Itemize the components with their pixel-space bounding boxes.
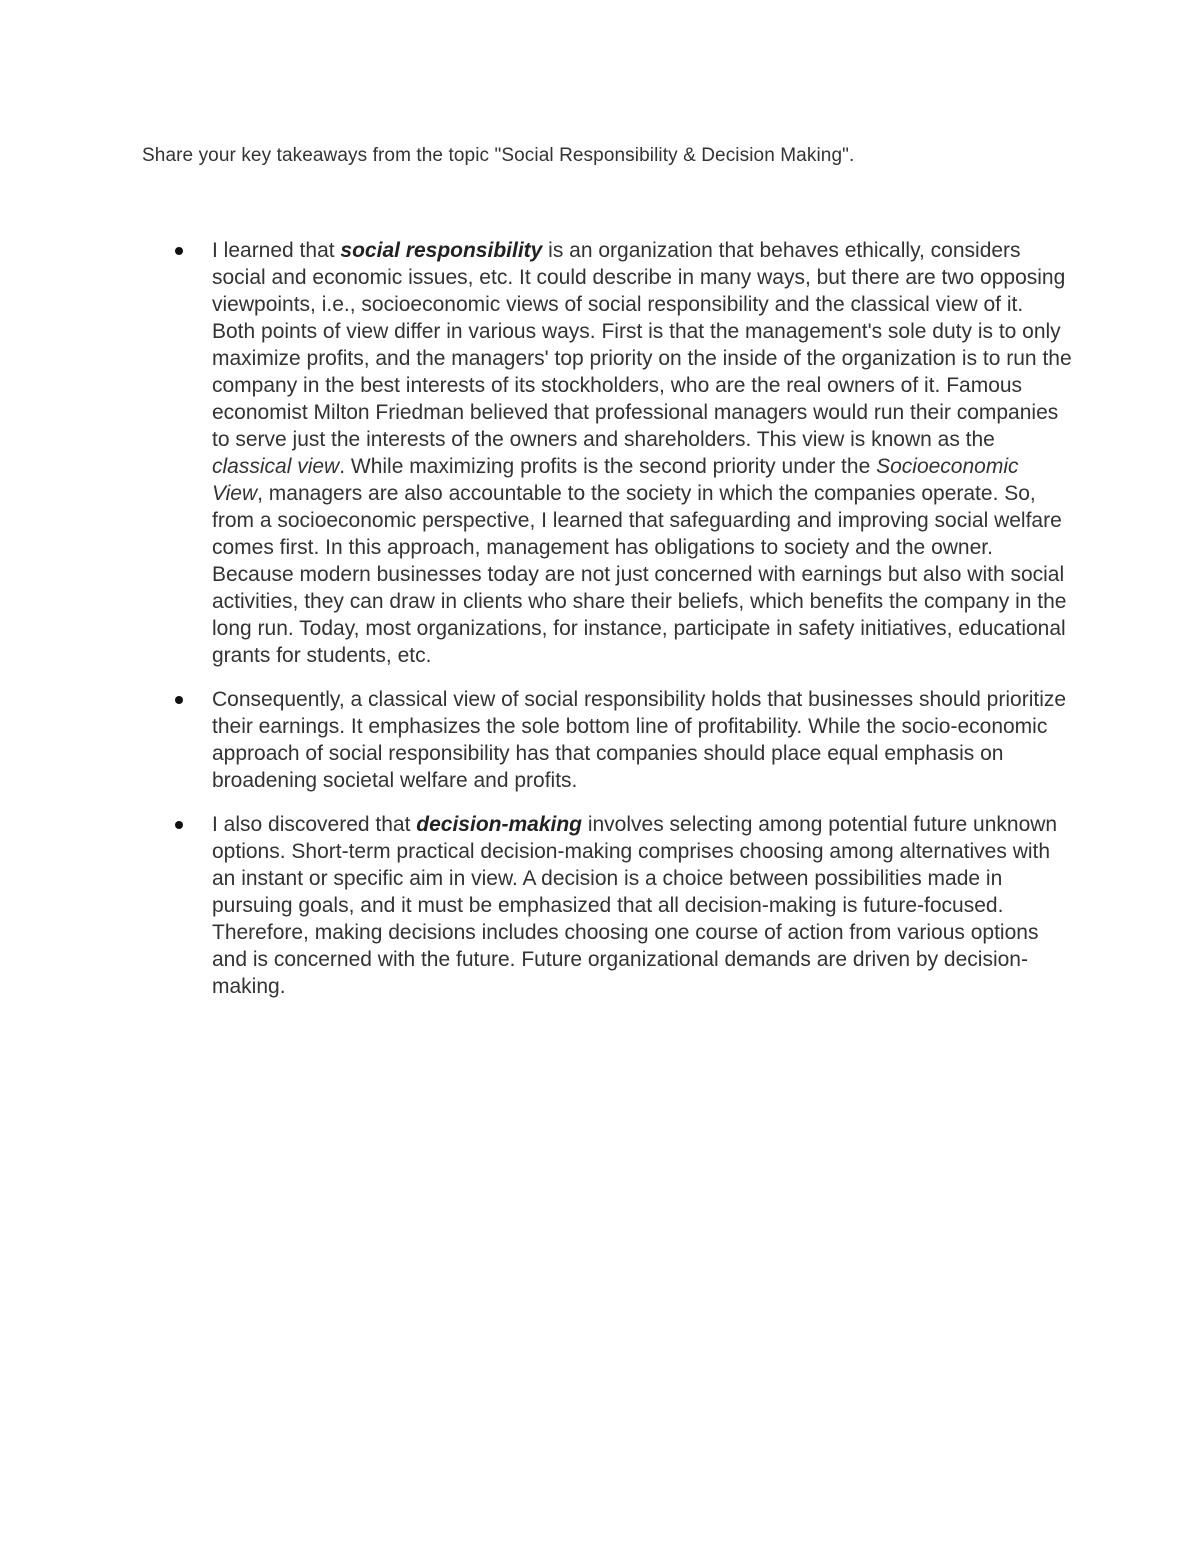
takeaway-text: I learned that [212,239,341,262]
key-term-social-responsibility: social responsibility [340,239,543,262]
takeaway-item-social-responsibility [212,237,1072,669]
assignment-prompt: Share your key takeaways from the topic "Social Responsibility & Decision Making". [142,145,855,166]
takeaway-text: I also discovered that [212,813,417,836]
takeaway-text: . While maximizing profits is the second priority under the [339,455,877,478]
takeaway-text: involves selecting among potential future unknown options. Short-term practical decision-making comprises choosing among alternatives with an instant or specific aim in view. A decision is a choice between possibilities made in pursuing goals, and it must be emphasized that all decision-making is future-focused. Therefore, making decisions includes choosing one course of action from various options and is concerned with the future. Future organizational demands are driven by decision-making. [212,813,1058,998]
term-classical-view: classical view [212,455,340,478]
disc-bullet-icon [175,247,183,255]
disc-bullet-icon [175,696,183,704]
term-socioeconomic-view: Socioeconomic View [212,455,1019,505]
takeaway-text: , managers are also accountable to the society in which the companies operate. So, from a socioeconomic perspective, I learned that safeguarding and improving social welfare comes first. In this approach, management has obligations to society and the owner. Because modern businesses today are not just concerned with earnings but also with social activities, they can draw in clients who share their beliefs, which benefits the company in the long run. Today, most organizations, for instance, participate in safety initiatives, educational grants for students, etc. [212,482,1067,667]
disc-bullet-icon [175,821,183,829]
takeaway-item-classical-vs-socioeconomic [212,686,1072,794]
takeaways-list [212,237,1072,1017]
takeaway-item-decision-making [212,811,1072,1000]
key-term-decision-making: decision-making [416,813,582,836]
takeaway-text: Consequently, a classical view of social responsibility holds that businesses should prioritize their earnings. It emphasizes the sole bottom line of profitability. While the socio-economic approach of social responsibility has that companies should place equal emphasis on broadening societal welfare and profits. [212,688,1067,792]
takeaway-text: is an organization that behaves ethically, considers social and economic issues, etc. It could describe in many ways, but there are two opposing viewpoints, i.e., socioeconomic views of social responsibility and the classical view of it. Both points of view differ in various ways. First is that the management's sole duty is to only maximize profits, and the managers' top priority on the inside of the organization is to run the company in the best interests of its stockholders, who are the real owners of it. Famous economist Milton Friedman believed that professional managers would run their companies to serve just the interests of the owners and shareholders. This view is known as the [212,239,1072,451]
